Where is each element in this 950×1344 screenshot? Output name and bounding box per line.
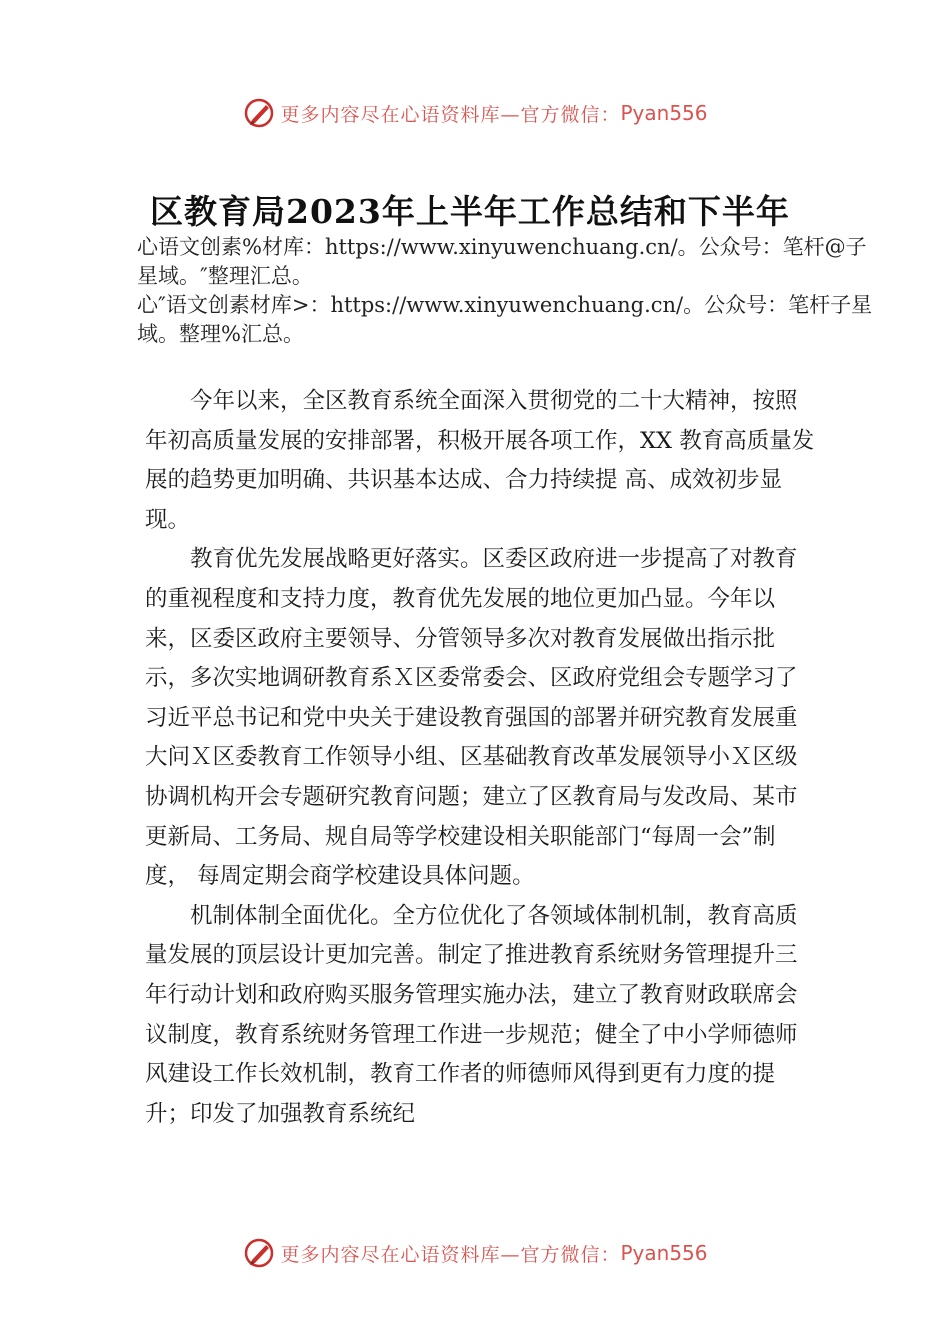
document-body [145,382,815,1134]
header-banner [0,93,950,133]
document-title: 区教育局2023年上半年工作总结和下半年 [150,192,790,231]
body-paragraph: 教育优先发展战略更好落实。区委区政府进一步提高了对教育的重视程度和支持力度，教育优先发展的地位更加凸显。今年以来，区委区政府主要领导、分管领导多次对教育发展做出指示批示，多次实地调研教育系Ｘ区委常委会、区政府党组会专题学习了习近平总书记和党中央关于建设教育强国的部署并研究教育发展重大问Ｘ区委教育工作领导小组、区基础教育改革发展领导小Ｘ区级协调机构开会专题研究教育问题；建立了区教育局与发改局、某市更新局、工务局、规自局等学校建设相关职能部门“每周一会”制度， 每周定期会商学校建设具体问题。 [145,546,798,890]
banner-brand-text: 更多内容尽在心语资料库—官方微信： [280,103,621,126]
banner-brand-text: 更多内容尽在心语资料库—官方微信： [280,1243,621,1266]
pen-seal-logo-icon [242,96,276,130]
source-note: 心″语文创素材库>：https://www.xinyuwenchuang.cn/。公众号：笔杆子星域。整理%汇总。 [137,293,873,346]
body-paragraph: 今年以来，全区教育系统全面深入贯彻党的二十大精神，按照年初高质量发展的安排部署，积极开展各项工作，XX 教育高质量发展的趋势更加明确、共识基本达成、合力持续提 高、成效初步显现。 [145,388,815,533]
banner-account-text: Pyan556 [620,1241,708,1265]
source-notes [137,233,877,349]
footer-banner [0,1233,950,1273]
body-paragraph: 机制体制全面优化。全方位优化了各领域体制机制，教育高质量发展的顶层设计更加完善。制定了推进教育系统财务管理提升三年行动计划和政府购买服务管理实施办法，建立了教育财政联席会议制度，教育系统财务管理工作进一步规范；健全了中小学师德师风建设工作长效机制，教育工作者的师德师风得到更有力度的提升；印发了加强教育系统纪 [145,902,798,1127]
source-note: 心语文创素%材库：https://www.xinyuwenchuang.cn/。公众号：笔杆@子星域。″整理汇总。 [137,235,867,288]
pen-seal-logo-icon [242,1236,276,1270]
banner-account-text: Pyan556 [620,101,708,125]
